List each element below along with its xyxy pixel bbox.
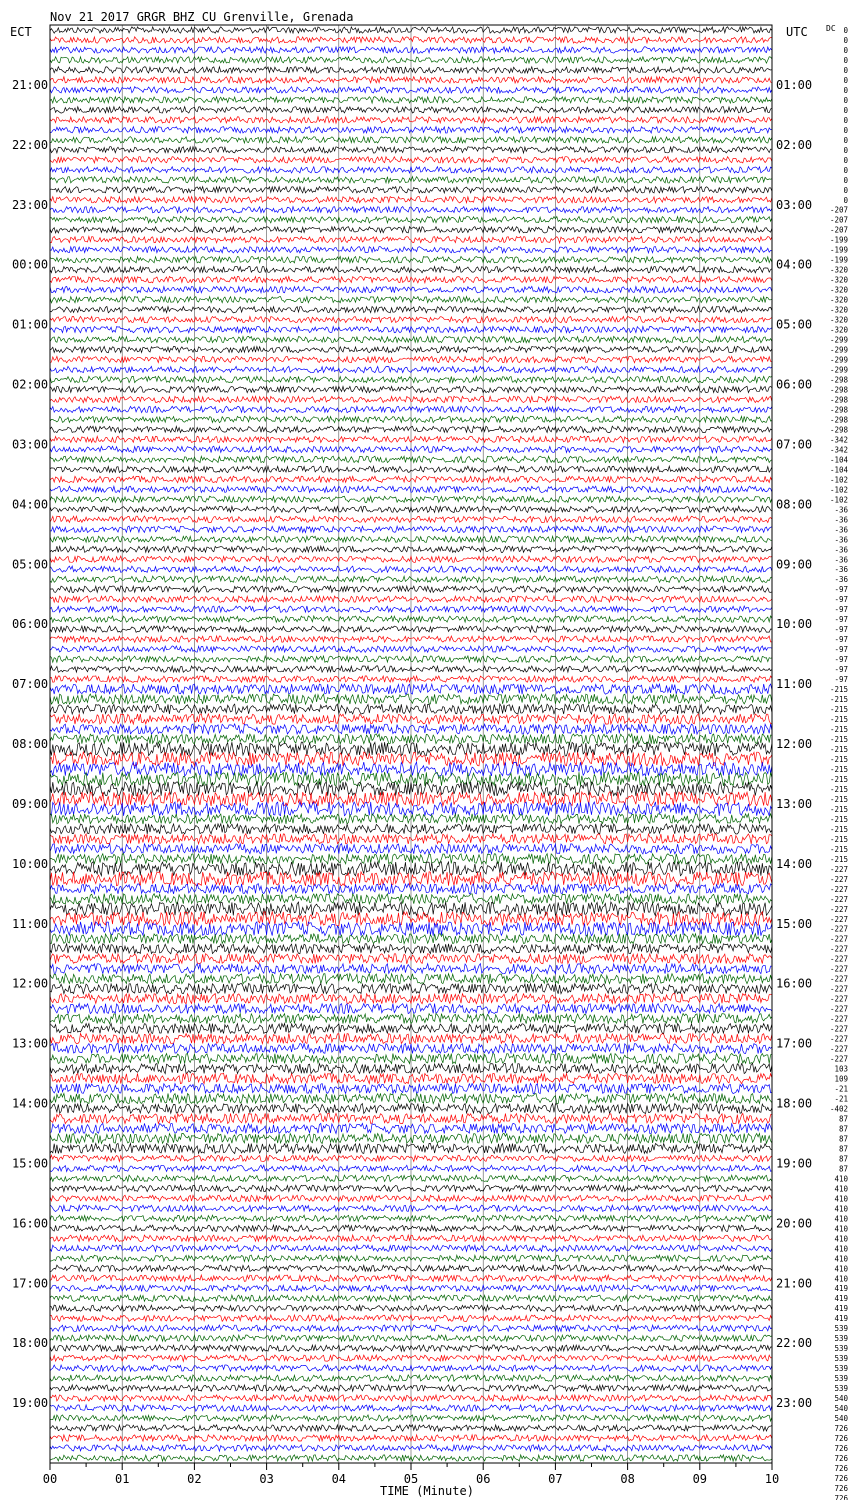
dc-offset-label: -215	[829, 814, 848, 824]
right-hour-label: 15:00	[776, 916, 813, 931]
dc-offset-label: -36	[834, 505, 848, 515]
dc-offset-label: -97	[834, 655, 848, 665]
dc-offset-label: 87	[838, 1144, 848, 1154]
dc-offset-label: -97	[834, 665, 848, 675]
dc-offset-label: 419	[834, 1284, 848, 1294]
dc-offset-label: 410	[834, 1234, 848, 1244]
x-axis-ticks	[43, 1463, 779, 1486]
dc-offset-label: -227	[829, 864, 848, 874]
left-hour-labels	[12, 78, 48, 1410]
dc-offset-label: 87	[838, 1164, 848, 1174]
left-hour-label: 11:00	[12, 916, 49, 931]
left-hour-label: 07:00	[12, 677, 49, 692]
dc-offset-label: -342	[829, 445, 848, 455]
dc-offset-label: 539	[834, 1334, 848, 1344]
dc-offset-label: -299	[829, 365, 848, 375]
dc-offset-label: 87	[838, 1124, 848, 1134]
dc-offset-label: -36	[834, 525, 848, 535]
x-tick-label: 05	[403, 1472, 419, 1486]
dc-offset-label: 0	[843, 65, 848, 75]
x-tick-label: 02	[187, 1472, 202, 1486]
dc-offset-label: 726	[834, 1493, 848, 1500]
dc-offset-label: -402	[829, 1104, 848, 1114]
dc-offset-label: 0	[843, 175, 848, 185]
right-hour-label: 01:00	[776, 77, 813, 92]
right-hour-label: 13:00	[776, 796, 813, 811]
dc-offset-label: -97	[834, 595, 848, 605]
dc-offset-label: 0	[843, 155, 848, 165]
dc-offset-label: 87	[838, 1134, 848, 1144]
dc-offset-label: 0	[843, 115, 848, 125]
dc-offset-label: -215	[829, 744, 848, 754]
left-hour-label: 02:00	[12, 377, 49, 392]
dc-offset-label: 87	[838, 1154, 848, 1164]
dc-offset-label: 0	[843, 165, 848, 175]
dc-offset-label: -215	[829, 764, 848, 774]
dc-offset-label: -215	[829, 854, 848, 864]
dc-offset-label: -227	[829, 1034, 848, 1044]
dc-offset-label: -215	[829, 705, 848, 715]
dc-offset-label: 0	[843, 185, 848, 195]
dc-offset-label: -215	[829, 735, 848, 745]
dc-offset-label: 109	[834, 1074, 848, 1084]
dc-offset-label: -342	[829, 435, 848, 445]
x-tick-label: 07	[548, 1472, 563, 1486]
right-hour-label: 10:00	[776, 617, 813, 632]
dc-offset-label: -199	[829, 245, 848, 255]
dc-offset-label: -227	[829, 964, 848, 974]
dc-offset-label: 540	[834, 1414, 848, 1424]
left-hour-label: 08:00	[12, 737, 49, 751]
dc-offset-label: 0	[843, 45, 848, 55]
dc-offset-label: -227	[829, 974, 848, 984]
left-hour-label: 23:00	[12, 197, 49, 212]
dc-offset-label: -199	[829, 255, 848, 265]
dc-offset-label: 539	[834, 1374, 848, 1384]
dc-offset-label: -227	[829, 934, 848, 944]
right-hour-label: 09:00	[776, 557, 813, 572]
dc-offset-label: -215	[829, 725, 848, 735]
right-hour-label: 07:00	[776, 437, 813, 452]
dc-offset-label: -97	[834, 635, 848, 645]
dc-offset-label: -227	[829, 954, 848, 964]
dc-offset-label: 410	[834, 1204, 848, 1214]
dc-offset-label: 410	[834, 1194, 848, 1204]
dc-offset-label: -97	[834, 675, 848, 685]
dc-offset-label: 726	[834, 1434, 848, 1444]
dc-header-label: DC	[826, 24, 836, 33]
chart-title: Nov 21 2017 GRGR BHZ CU Grenville, Grenada	[50, 10, 354, 24]
right-hour-label: 12:00	[776, 737, 813, 751]
dc-offset-label: -320	[829, 265, 848, 275]
right-hour-label: 20:00	[776, 1216, 813, 1231]
dc-offset-label: -102	[829, 495, 848, 505]
left-hour-label: 13:00	[12, 1036, 49, 1051]
left-hour-label: 19:00	[12, 1396, 49, 1411]
dc-offset-label: -97	[834, 585, 848, 595]
x-tick-label: 09	[692, 1472, 708, 1486]
dc-offset-label: 0	[843, 75, 848, 85]
dc-offset-label: -36	[834, 565, 848, 575]
dc-offset-label: 726	[834, 1483, 848, 1493]
dc-offset-label: 410	[834, 1174, 848, 1184]
left-hour-label: 00:00	[12, 257, 49, 272]
right-hour-label: 04:00	[776, 257, 813, 272]
left-hour-label: 09:00	[12, 796, 49, 811]
right-hour-label: 19:00	[776, 1156, 813, 1171]
dc-offset-label: 0	[843, 25, 848, 35]
dc-offset-label: -227	[829, 944, 848, 954]
right-hour-label: 22:00	[776, 1336, 813, 1351]
dc-offset-label: 0	[843, 195, 848, 205]
dc-offset-label: 726	[834, 1454, 848, 1464]
dc-offset-label: -227	[829, 884, 848, 894]
x-tick-label: 00	[42, 1472, 58, 1486]
left-hour-label: 14:00	[12, 1096, 49, 1111]
dc-offset-label: 0	[843, 125, 848, 135]
dc-offset-label: 0	[843, 105, 848, 115]
left-hour-label: 01:00	[12, 317, 49, 332]
dc-offset-label: -299	[829, 355, 848, 365]
dc-offset-label: -36	[834, 535, 848, 545]
dc-offset-label: -298	[829, 405, 848, 415]
dc-offset-label: 0	[843, 135, 848, 145]
dc-offset-label: 0	[843, 55, 848, 65]
dc-offset-label: -320	[829, 295, 848, 305]
dc-offset-label: -320	[829, 315, 848, 325]
dc-offset-label: -104	[829, 455, 848, 465]
dc-offset-label: 540	[834, 1394, 848, 1404]
dc-offset-label: 419	[834, 1314, 848, 1324]
dc-offset-label: 410	[834, 1214, 848, 1224]
dc-offset-label: -207	[829, 215, 848, 225]
dc-offset-label: -320	[829, 305, 848, 315]
right-hour-label: 06:00	[776, 377, 813, 392]
dc-offset-label: -227	[829, 914, 848, 924]
dc-offset-label: -227	[829, 874, 848, 884]
right-hour-labels	[776, 78, 812, 1410]
x-axis-label: TIME (Minute)	[380, 1484, 474, 1498]
dc-offset-label: -320	[829, 285, 848, 295]
dc-offset-label: -215	[829, 685, 848, 695]
dc-offset-label: -36	[834, 515, 848, 525]
dc-offset-label: -215	[829, 834, 848, 844]
dc-offset-label: -36	[834, 575, 848, 585]
left-hour-label: 18:00	[12, 1336, 49, 1351]
dc-offset-label: 0	[843, 35, 848, 45]
dc-offset-label: -97	[834, 605, 848, 615]
dc-offset-label: 540	[834, 1404, 848, 1414]
dc-offset-label: 726	[834, 1424, 848, 1434]
dc-offset-label: -227	[829, 984, 848, 994]
dc-offset-label: 87	[838, 1114, 848, 1124]
x-tick-label: 08	[620, 1472, 635, 1486]
dc-offset-label: 410	[834, 1224, 848, 1234]
dc-offset-label: -102	[829, 475, 848, 485]
right-hour-label: 02:00	[776, 137, 813, 152]
x-tick-label: 01	[114, 1472, 130, 1486]
dc-offset-label: -207	[829, 225, 848, 235]
left-hour-label: 21:00	[12, 77, 49, 92]
right-hour-label: 23:00	[776, 1396, 813, 1411]
x-tick-label: 06	[475, 1472, 491, 1486]
left-hour-label: 15:00	[12, 1156, 49, 1171]
dc-offset-label: 0	[843, 145, 848, 155]
right-hour-label: 03:00	[776, 197, 813, 212]
dc-offset-label: 410	[834, 1184, 848, 1194]
dc-offset-label: -215	[829, 794, 848, 804]
right-timezone-label: UTC	[786, 25, 808, 39]
dc-offset-label: -215	[829, 824, 848, 834]
dc-offset-label: 539	[834, 1364, 848, 1374]
dc-offset-label: -298	[829, 385, 848, 395]
dc-offset-label: -21	[834, 1094, 848, 1104]
dc-offset-label: -227	[829, 1044, 848, 1054]
dc-offset-label: 726	[834, 1473, 848, 1483]
dc-offset-label: 410	[834, 1254, 848, 1264]
x-tick-label: 03	[259, 1472, 274, 1486]
dc-offset-label: -227	[829, 894, 848, 904]
dc-offset-label: 539	[834, 1384, 848, 1394]
dc-offset-label: -36	[834, 545, 848, 555]
dc-offset-label: -227	[829, 994, 848, 1004]
x-tick-label: 04	[331, 1472, 347, 1486]
right-hour-label: 05:00	[776, 317, 813, 332]
right-hour-label: 21:00	[776, 1276, 813, 1291]
dc-offset-label: 726	[834, 1444, 848, 1454]
left-timezone-label: ECT	[10, 25, 32, 39]
dc-offset-label: -102	[829, 485, 848, 495]
dc-offset-label: -199	[829, 235, 848, 245]
dc-offset-label: 539	[834, 1324, 848, 1334]
right-hour-label: 17:00	[776, 1036, 813, 1051]
left-hour-label: 04:00	[12, 497, 49, 512]
dc-offset-label: -227	[829, 1024, 848, 1034]
dc-offset-label: -298	[829, 415, 848, 425]
dc-offset-label: -227	[829, 1014, 848, 1024]
dc-offset-label: 539	[834, 1344, 848, 1354]
right-hour-label: 14:00	[776, 856, 813, 871]
dc-offset-label: -215	[829, 774, 848, 784]
dc-offset-label: 419	[834, 1294, 848, 1304]
dc-offset-label: 410	[834, 1274, 848, 1284]
dc-offset-label: 410	[834, 1244, 848, 1254]
dc-offset-label: 103	[834, 1064, 848, 1074]
dc-offset-label: -215	[829, 754, 848, 764]
left-hour-label: 16:00	[12, 1216, 49, 1231]
dc-offset-label: -227	[829, 1054, 848, 1064]
dc-offset-label: 0	[843, 95, 848, 105]
left-hour-label: 06:00	[12, 617, 49, 632]
left-hour-label: 03:00	[12, 437, 49, 452]
dc-offset-label: -215	[829, 784, 848, 794]
dc-offset-label: -215	[829, 715, 848, 725]
dc-offset-label: -97	[834, 645, 848, 655]
dc-offset-label: -320	[829, 325, 848, 335]
dc-offset-label: -298	[829, 395, 848, 405]
dc-offset-label: -227	[829, 924, 848, 934]
left-hour-label: 17:00	[12, 1276, 49, 1291]
dc-offset-label: 0	[843, 85, 848, 95]
left-hour-label: 12:00	[12, 976, 49, 991]
x-tick-label: 10	[764, 1472, 780, 1486]
dc-offset-label: -227	[829, 904, 848, 914]
dc-offset-labels	[830, 26, 849, 1500]
dc-offset-label: -97	[834, 615, 848, 625]
dc-offset-label: -104	[829, 465, 848, 475]
right-hour-label: 16:00	[776, 976, 813, 991]
dc-offset-label: 726	[834, 1463, 848, 1473]
right-hour-label: 18:00	[776, 1096, 813, 1111]
dc-offset-label: -97	[834, 625, 848, 635]
dc-offset-label: -299	[829, 345, 848, 355]
dc-offset-label: 539	[834, 1354, 848, 1364]
dc-offset-label: -21	[834, 1084, 848, 1094]
right-hour-label: 11:00	[776, 677, 813, 692]
left-hour-label: 22:00	[12, 137, 49, 152]
dc-offset-label: -298	[829, 425, 848, 435]
dc-offset-label: -36	[834, 555, 848, 565]
dc-offset-label: 410	[834, 1264, 848, 1274]
dc-offset-label: -299	[829, 335, 848, 345]
dc-offset-label: -298	[829, 375, 848, 385]
dc-offset-label: -215	[829, 804, 848, 814]
dc-offset-label: 419	[834, 1304, 848, 1314]
left-hour-label: 05:00	[12, 557, 49, 572]
dc-offset-label: -215	[829, 695, 848, 705]
dc-offset-label: -227	[829, 1004, 848, 1014]
dc-offset-label: -320	[829, 275, 848, 285]
left-hour-label: 10:00	[12, 856, 49, 871]
dc-offset-label: -207	[829, 205, 848, 215]
dc-offset-label: -215	[829, 844, 848, 854]
right-hour-label: 08:00	[776, 497, 813, 512]
